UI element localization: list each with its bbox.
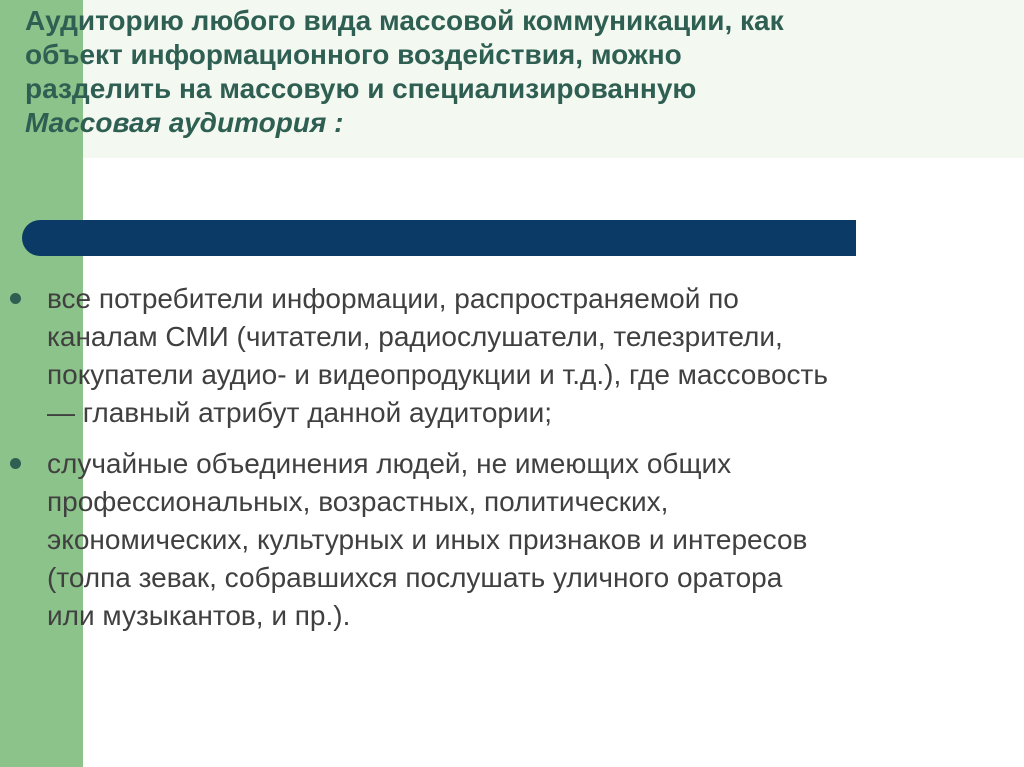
bullet-text-line: экономических, культурных и иных признаков и интересов <box>47 524 808 555</box>
slide-subtitle: Массовая аудитория : <box>25 107 344 138</box>
title-line-1: Аудиторию любого вида массовой коммуникации, как <box>25 5 784 36</box>
bullet-text-line: случайные объединения людей, не имеющих общих <box>47 448 732 479</box>
title-line-2: объект информационного воздействия, можно <box>25 39 682 70</box>
bullet-text-line: каналам СМИ (читатели, радиослушатели, телезрители, <box>47 321 783 352</box>
bullet-text-line: профессиональных, возрастных, политических, <box>47 486 669 517</box>
slide-title <box>25 4 1005 140</box>
divider-bar <box>22 220 856 256</box>
bullet-item-2 <box>0 445 1024 635</box>
bullet-text-line: (толпа зевак, собравшихся послушать уличного оратора <box>47 562 783 593</box>
bullet-list <box>0 280 1024 648</box>
bullet-text-line: все потребители информации, распространяемой по <box>47 283 739 314</box>
bullet-item-1 <box>0 280 1024 432</box>
bullet-dot-icon <box>10 458 21 469</box>
bullet-text-line: или музыкантов, и пр.). <box>47 600 351 631</box>
bullet-text-line: покупатели аудио- и видеопродукции и т.д.), где массовость <box>47 359 828 390</box>
title-line-3: разделить на массовую и специализированную <box>25 73 697 104</box>
bullet-text-line: — главный атрибут данной аудитории; <box>47 397 553 428</box>
bullet-dot-icon <box>10 293 21 304</box>
